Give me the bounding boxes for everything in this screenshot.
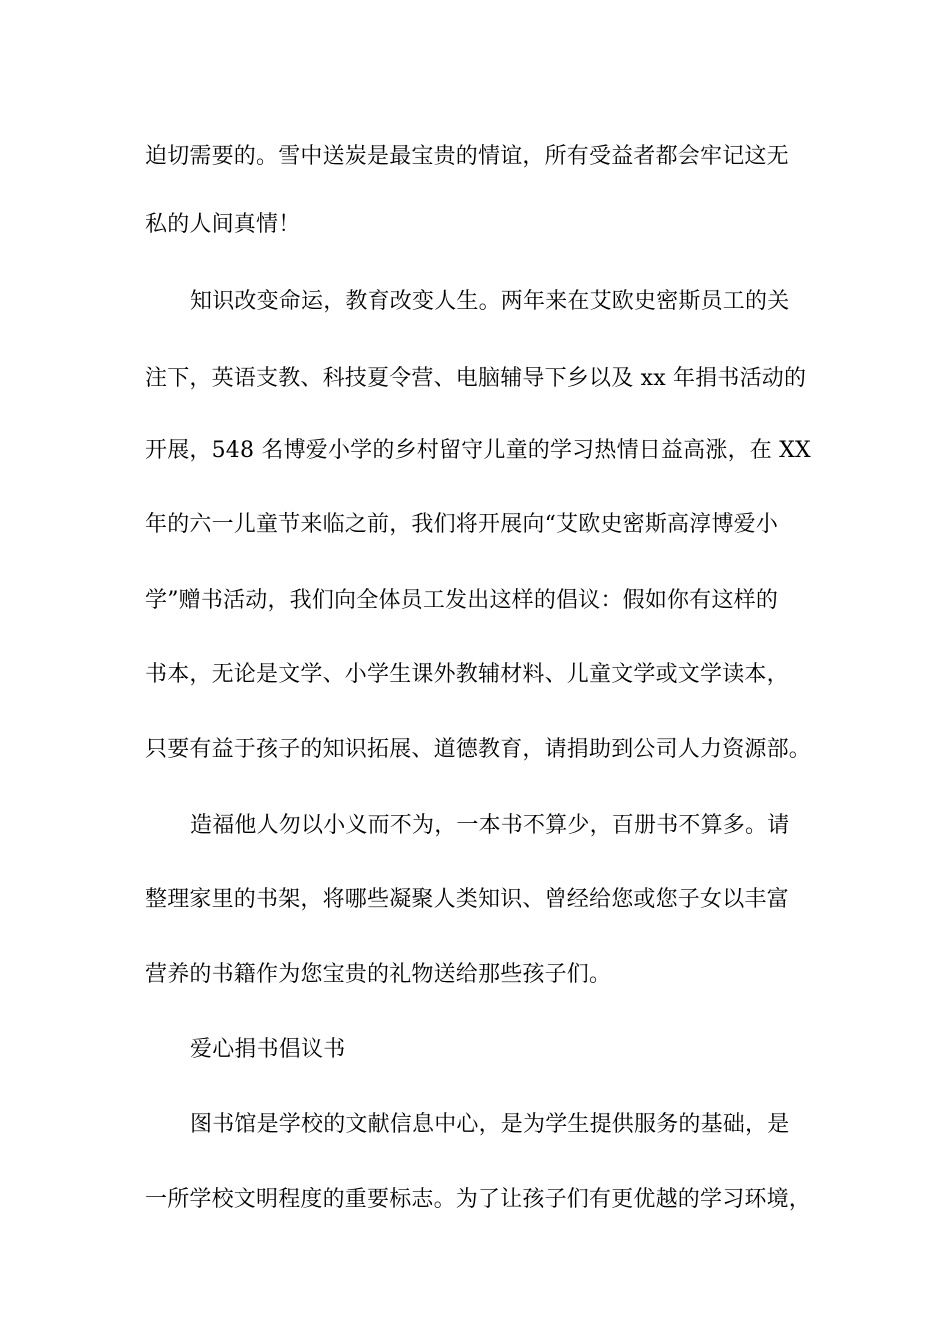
text-line: 开展，548 名博爱小学的乡村留守儿童的学习热情日益高涨，在 XX: [145, 438, 811, 463]
text-line: 注下，英语支教、科技夏令营、电脑辅导下乡以及 xx 年捐书活动的: [145, 366, 807, 391]
text-line: 迫切需要的。雪中送炭是最宝贵的情谊，所有受益者都会牢记这无: [145, 144, 789, 169]
section-heading: 爱心捐书倡议书: [190, 1037, 346, 1062]
text-line: 学”赠书活动，我们向全体员工发出这样的倡议：假如你有这样的: [145, 588, 779, 613]
text-line: 私的人间真情！: [145, 212, 301, 237]
paragraph-first-line: 知识改变命运，教育改变人生。两年来在艾欧史密斯员工的关: [190, 289, 790, 314]
text-line: 一所学校文明程度的重要标志。为了让孩子们有更优越的学习环境，: [145, 1187, 812, 1212]
text-line: 整理家里的书架，将哪些凝聚人类知识、曾经给您或您子女以丰富: [145, 887, 789, 912]
text-line: 年的六一儿童节来临之前，我们将开展向“艾欧史密斯高淳博爱小: [145, 512, 779, 537]
text-line: 营养的书籍作为您宝贵的礼物送给那些孩子们。: [145, 962, 612, 987]
text-line: 书本，无论是文学、小学生课外教辅材料、儿童文学或文学读本，: [145, 662, 789, 687]
text-line: 只要有益于孩子的知识拓展、道德教育，请捐助到公司人力资源部。: [145, 737, 812, 762]
paragraph-first-line: 造福他人勿以小义而不为，一本书不算少，百册书不算多。请: [190, 813, 790, 838]
paragraph-first-line: 图书馆是学校的文献信息中心，是为学生提供服务的基础，是: [190, 1112, 790, 1137]
